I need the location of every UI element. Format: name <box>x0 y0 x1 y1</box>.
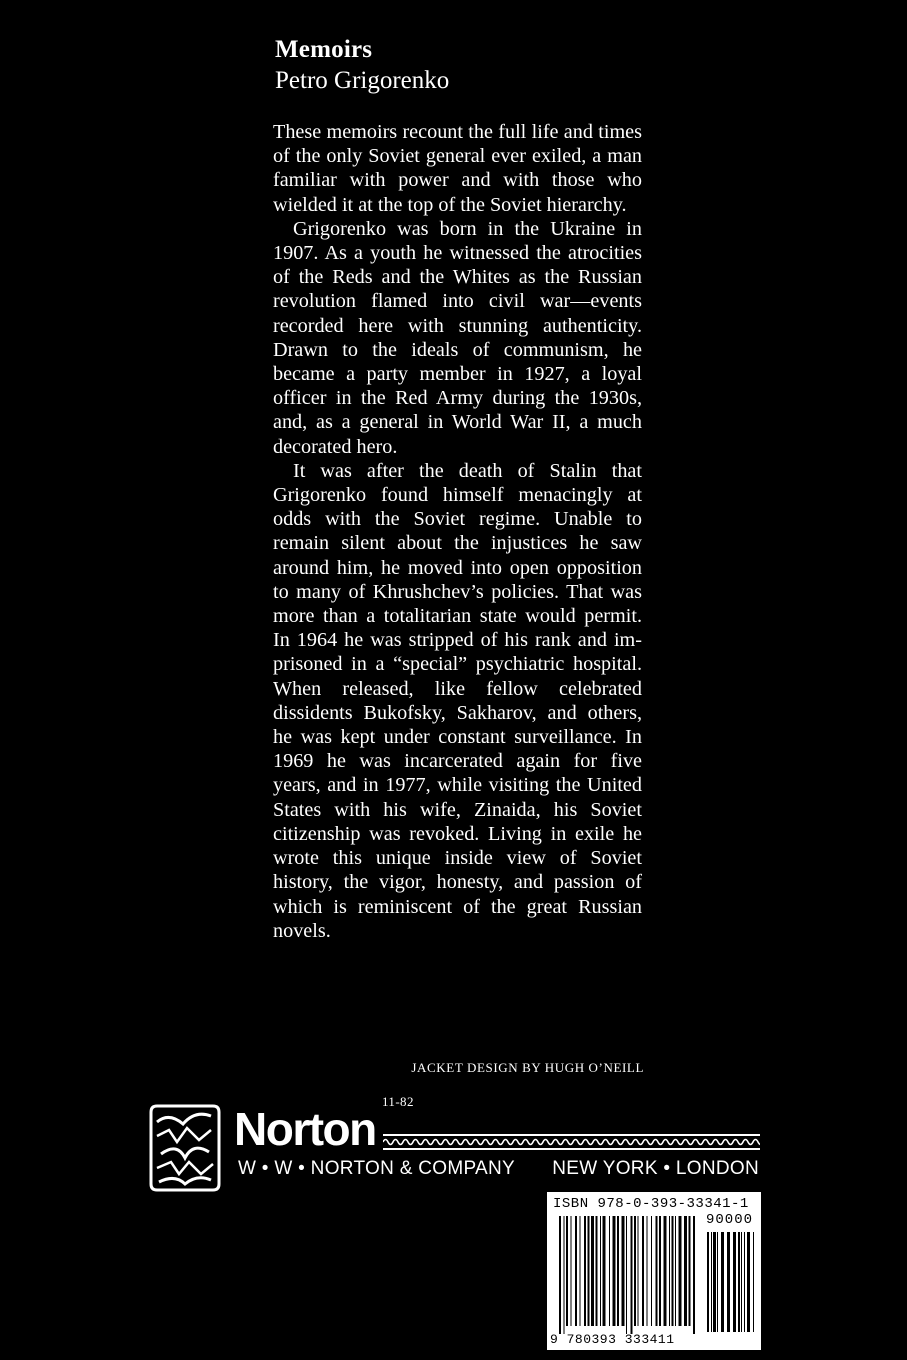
isbn-label: ISBN 978-0-393-33341-1 <box>553 1196 749 1212</box>
jacket-design-credit: JACKET DESIGN BY HUGH O’NEILL <box>411 1060 644 1075</box>
blurb-paragraph-2: Grigorenko was born in the Ukraine in 1907. As a youth he witnessed the atrocities of the Reds and the Whites as the Russian revolution flamed into civil war—events recorded here with stunning authenticity. Drawn to the ideals of communism, he became a party member in 1927, a loyal officer in the Red Army during the 1930s, and, as a general in World War II, a much decorated hero. <box>273 217 642 458</box>
barcode-bar <box>672 1216 674 1326</box>
barcode-bar <box>559 1216 561 1334</box>
barcode-bar <box>566 1216 568 1326</box>
barcode-bar <box>669 1216 670 1326</box>
addon-bar <box>753 1232 754 1332</box>
barcode-bar <box>571 1216 572 1326</box>
addon-bar <box>738 1232 740 1332</box>
barcode-bar <box>642 1216 644 1326</box>
publisher-cities: NEW YORK • LONDON <box>552 1158 759 1179</box>
barcode-bar <box>564 1216 565 1334</box>
blurb-text <box>273 120 642 943</box>
barcode-bar <box>626 1216 627 1334</box>
addon-bar <box>713 1232 716 1332</box>
barcode-bar <box>600 1216 601 1326</box>
book-title: Memoirs <box>275 36 373 63</box>
barcode-bar <box>580 1216 581 1326</box>
barcode-bar <box>609 1216 610 1326</box>
decorative-wave-band <box>383 1134 760 1150</box>
barcode-bar <box>651 1216 652 1326</box>
barcode-bar <box>684 1216 687 1326</box>
barcode-bar <box>675 1216 676 1326</box>
barcode-bar <box>613 1216 616 1326</box>
barcode-bar <box>638 1216 639 1326</box>
barcode-bar <box>596 1216 598 1326</box>
barcode-bar <box>588 1216 590 1326</box>
addon-bar <box>744 1232 745 1332</box>
barcode-bar <box>679 1216 682 1326</box>
barcode-bar <box>617 1216 619 1326</box>
ean-digits: 9 780393 333411 <box>550 1332 675 1347</box>
norton-seagull-emblem-icon <box>147 1102 223 1194</box>
addon-bar <box>707 1232 709 1332</box>
barcode-bar <box>622 1216 625 1326</box>
addon-bar <box>747 1232 750 1332</box>
addon-bar <box>741 1232 742 1332</box>
blurb-paragraph-3: It was after the death of Stalin that Grigorenko found himself menacingly at odds with the Soviet regime. Unable to remain silent about the injustices he saw around him, he moved into open opposition to many of Khrushchev’s policies. That was more than a totalitarian state would permit. In 1964 he was stripped of his rank and imprisoned in a “special” psychiatric hospital. When released, like fellow celebrated dissidents Bukofsky, Sakharov, and others, he was kept under constant surveillance. In 1969 he was incarcerated again for five years, and in 1977, while visiting the United States with his wife, Zinaida, his Soviet citizenship was revoked. Living in exile he wrote this unique inside view of Soviet history, the vigor, honesty, and passion of which is reminiscent of the great Russian novels. <box>273 459 642 942</box>
publisher-wordmark: Norton <box>234 1103 376 1155</box>
blurb-paragraph-1: These memoirs recount the full life and times of the only Soviet general ever exiled, a man familiar with power and with those who wielded it at the top of the Soviet hierarchy. <box>273 121 642 216</box>
barcode-box <box>547 1192 761 1350</box>
barcode-bar <box>634 1216 636 1326</box>
addon-bar <box>727 1232 730 1332</box>
barcode-bar <box>689 1216 691 1326</box>
barcode-bar <box>647 1216 648 1326</box>
barcode-bar <box>664 1216 667 1326</box>
barcode-bar <box>591 1216 594 1326</box>
barcode-bar <box>656 1216 658 1326</box>
print-code: 11-82 <box>382 1094 414 1109</box>
book-author: Petro Grigorenko <box>275 67 450 94</box>
barcode-bar <box>603 1216 606 1326</box>
addon-bar <box>721 1232 724 1332</box>
barcode-bar <box>575 1216 577 1326</box>
barcode-bar <box>631 1216 633 1334</box>
addon-bar <box>717 1232 718 1332</box>
addon-bar <box>733 1232 736 1332</box>
price-code: 90000 <box>705 1212 753 1228</box>
barcode-bar <box>693 1216 695 1334</box>
barcode-bar <box>584 1216 586 1326</box>
publisher-imprint: W • W • NORTON & COMPANY <box>238 1158 516 1179</box>
addon-bar <box>711 1232 712 1332</box>
barcode-bar <box>659 1216 661 1326</box>
